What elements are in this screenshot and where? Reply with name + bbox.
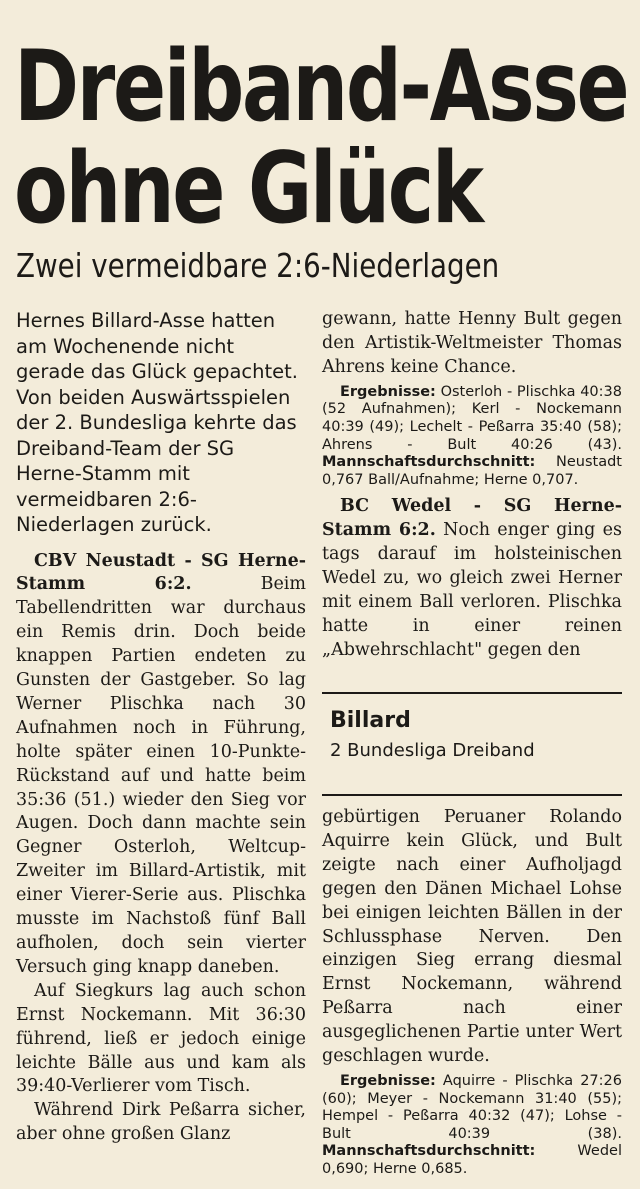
section1-heading: CBV Neustadt - SG Herne-Stamm 6:2. (16, 550, 306, 595)
lead-paragraph: Hernes Billard-Asse hatten am Wochenende nicht gerade das Glück gepachtet. Von beiden Auswärtsspielen der 2. Bundesliga kehrte das Dreiband-Team der SG Herne-Stamm mit vermeidbaren 2:6-Niederlagen zurück. (16, 309, 298, 536)
section2-paragraph-1b: gebürtigen Peruaner Rolando Aquirre kein Glück, und Bult zeigte nach einer Aufholjagd gegen den Dänen Michael Lohse bei einigen leichten Bällen in der Schlussphase Nerven. Den einzigen Sieg errang diesmal Ernst Nockemann, während Peßarra nach einer ausgeglichenen Partie unter Wert geschlagen wurde. (322, 807, 622, 1067)
section1-paragraph-2: Auf Siegkurs lag auch schon Ernst Nockemann. Mit 36:30 führend, ließ er jedoch einige leichte Bälle aus und kam als 39:40-Verlierer vom Tisch. (16, 980, 306, 1097)
section2-results (322, 1073, 622, 1179)
section2-heading: BC Wedel - SG Herne-Stamm 6:2. (322, 496, 622, 541)
section1-paragraph-3a: Während Dirk Peßarra sicher, aber ohne großen Glanz (16, 1100, 306, 1145)
average-text: Wedel 0,690; Herne 0,685. (322, 1143, 622, 1177)
average-label: Mannschaftsdurchschnitt: (322, 1143, 536, 1160)
section2-paragraph-1a (322, 495, 622, 662)
results-text: Aquirre - Plischka 27:26 (60); Meyer - Nockemann 31:40 (55); Hempel - Peßarra 40:32 (47); Lohse - Bult 40:39 (38). (322, 1072, 622, 1142)
section2-text-1a: Noch enger ging es tags darauf im holsteinischen Wedel zu, wo gleich zwei Herner mit einem Ball verloren. Plischka hatte in einer reinen „Abwehrschlacht" gegen den (322, 520, 622, 660)
right-column-top (322, 308, 622, 663)
headline (14, 30, 628, 246)
average-label: Mannschaftsdurchschnitt: (322, 454, 536, 471)
headline-line-2: ohne Glück (14, 132, 482, 246)
right-column-bottom (322, 806, 622, 1185)
info-box-subtitle: 2 Bundesliga Dreiband (330, 740, 535, 761)
headline-line-1: Dreiband-Asse (14, 30, 628, 144)
results-label: Ergebnisse: (340, 383, 436, 400)
info-box (322, 692, 622, 796)
subheadline: Zwei vermeidbare 2:6-Niederlagen (16, 246, 500, 285)
info-box-title: Billard (330, 708, 411, 733)
left-column (16, 308, 306, 1147)
section1-paragraph-1 (16, 550, 306, 980)
results-label: Ergebnisse: (340, 1072, 436, 1089)
average-text: Neustadt 0,767 Ball/Aufnahme; Herne 0,707. (322, 454, 622, 488)
section1-results (322, 384, 622, 490)
section1-text-1: Beim Tabellendritten war durchaus ein Remis drin. Doch beide knappen Partien endeten zu Gunsten der Gastgeber. So lag Werner Plischka nach 30 Aufnahmen noch in Führung, holte später einen 10-Punkte-Rückstand auf und hatte beim 35:36 (51.) wieder den Sieg vor Augen. Doch dann machte sein Gegner Osterloh, Weltcup-Zweiter im Billard-Artistik, mit einer Vierer-Serie aus. Plischka musste im Nachstoß fünf Ball aufholen, doch sein vierter Versuch ging knapp daneben. (16, 574, 306, 977)
results-text: Osterloh - Plischka 40:38 (52 Aufnahmen); Kerl - Nockemann 40:39 (49); Lechelt - Peßarra 35:40 (58); Ahrens - Bult 40:26 (43). (322, 383, 622, 453)
section1-paragraph-3b: gewann, hatte Henny Bult gegen den Artistik-Weltmeister Thomas Ahrens keine Chance. (322, 309, 622, 377)
